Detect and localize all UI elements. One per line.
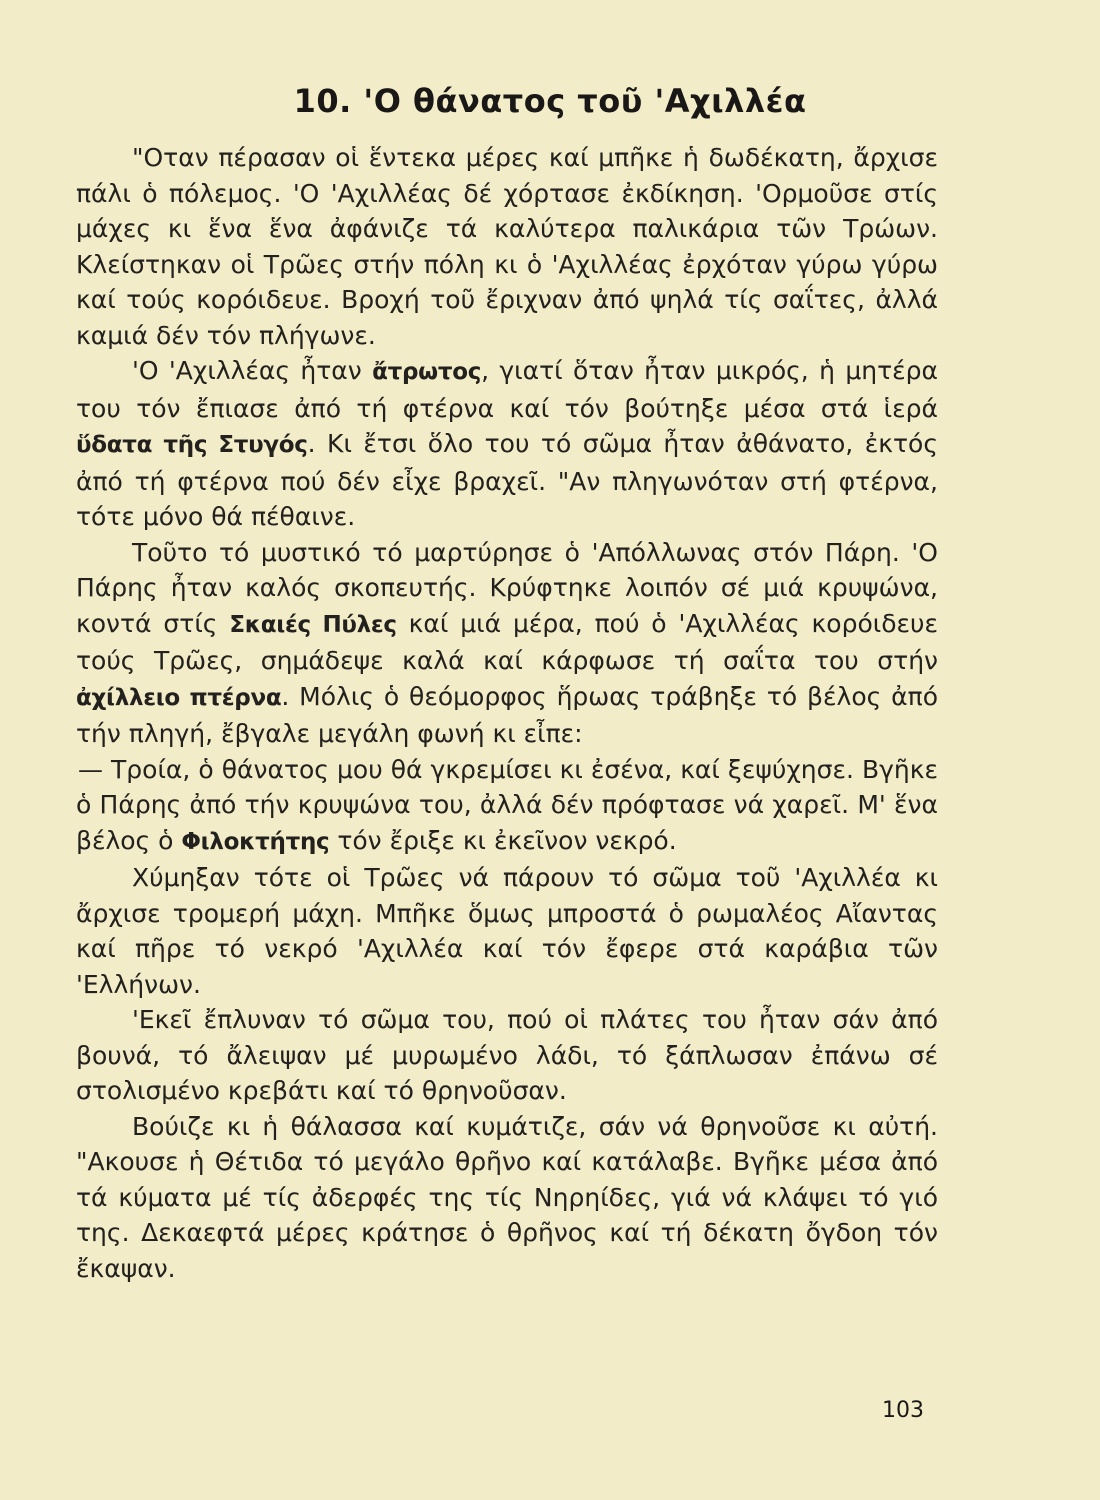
text-run: Τοῦτο τό μυστικό τό μαρτύρησε ὁ 'Απόλλωνας στόν Πάρη. 'Ο Πάρης ἦταν καλός σκοπευτής. Κρύφτηκε λοιπόν σέ μιά κρυψώνα, κοντά στίς bbox=[76, 537, 938, 638]
bold-term: ὕδατα τῆς Στυγός bbox=[76, 432, 308, 458]
text-run: , γιατί ὅταν ἦταν μικρός, ἡ μητέρα του τόν ἔπιασε ἀπό τή φτέρνα καί τόν βούτηξε μέσα στά ἱερά bbox=[76, 356, 938, 423]
text-run: καί μιά μέρα, πού ὁ 'Αχιλλέας κορόιδευε τούς Τρῶες, σημάδεψε καλά καί κάρφωσε τή σαΐτα του στήν bbox=[76, 608, 938, 675]
paragraph-p2 bbox=[76, 353, 938, 535]
paragraph-p5 bbox=[76, 860, 938, 1002]
paragraph-p4 bbox=[76, 752, 938, 861]
paragraph-p6 bbox=[76, 1002, 938, 1109]
page-number: 103 bbox=[882, 1398, 924, 1423]
text-run: . Κι ἔτσι ὅλο του τό σῶμα ἦταν ἀθάνατο, ἐκτός ἀπό τή φτέρνα πού δέν εἶχε βραχεῖ. "Αν πληγωνόταν στή φτέρνα, τότε μόνο θά πέθαινε. bbox=[76, 429, 938, 531]
text-run: τόν ἔριξε κι ἐκεῖνον νεκρό. bbox=[329, 825, 677, 855]
text-run: "Οταν πέρασαν οἱ ἕντεκα μέρες καί μπῆκε ἡ δωδέκατη, ἄρχισε πάλι ὁ πόλεμος. 'Ο 'Αχιλλέας δέ χόρτασε ἐκδίκηση. 'Ορμοῦσε στίς μάχες κι ἕνα ἕνα ἀφάνιζε τά καλύτερα παλικάρια τῶν Τρώων. Κλείστηκαν οἱ Τρῶες στήν πόλη κι ὁ 'Αχιλλέας ἐρχόταν γύρω γύρω καί τούς κορόιδευε. Βροχή τοῦ ἔριχναν ἀπό ψηλά τίς σαΐτες, ἀλλά καμιά δέν τόν πλήγωνε. bbox=[76, 143, 938, 350]
text-run: Χύμηξαν τότε οἱ Τρῶες νά πάρουν τό σῶμα τοῦ 'Αχιλλέα κι ἄρχισε τρομερή μάχη. Μπῆκε ὅμως μπροστά ὁ ρωμαλέος Αἴαντας καί πῆρε τό νεκρό 'Αχιλλέα καί τόν ἔφερε στά καράβια τῶν 'Ελλήνων. bbox=[76, 863, 938, 999]
text-run: Βούιζε κι ἡ θάλασσα καί κυμάτιζε, σάν νά θρηνοῦσε κι αὐτή. "Ακουσε ἡ Θέτιδα τό μεγάλο θρῆνο καί κατάλαβε. Βγῆκε μέσα ἀπό τά κύματα μέ τίς ἀδερφές της τίς Νηρηίδες, γιά νά κλάψει τό γιό της. Δεκαεφτά μέρες κράτησε ὁ θρῆνος καί τή δέκατη ὄγδοη τόν ἔκαψαν. bbox=[76, 1111, 938, 1283]
paragraph-p3 bbox=[76, 535, 938, 752]
text-run: 'Εκεῖ ἔπλυναν τό σῶμα του, πού οἱ πλάτες του ἦταν σάν ἀπό βουνά, τό ἄλειψαν μέ μυρωμένο λάδι, τό ξάπλωσαν ἐπάνω σέ στολισμένο κρεβάτι καί τό θρηνοῦσαν. bbox=[76, 1005, 938, 1105]
bold-term: Σκαιές Πύλες bbox=[229, 611, 397, 638]
paragraph-p7 bbox=[76, 1109, 938, 1287]
paragraph-p1 bbox=[76, 140, 938, 353]
text-run: — Τροία, ὁ θάνατος μου θά γκρεμίσει κι ἐσένα, καί ξεψύχησε. Βγῆκε ὁ Πάρης ἀπό τήν κρυψώνα του, ἀλλά δέν πρόφτασε νά χαρεῖ. Μ' ἕνα βέλος ὁ bbox=[76, 754, 938, 855]
text-run: . Μόλις ὁ θεόμορφος ἥρωας τράβηξε τό βέλος ἀπό τήν πληγή, ἔβγαλε μεγάλη φωνή κι εἶπε: bbox=[76, 681, 939, 748]
text-run: 'Ο 'Αχιλλέας ἦταν bbox=[132, 356, 373, 385]
bold-term: ἄτρωτος bbox=[372, 359, 482, 385]
chapter-title: 10. 'Ο θάνατος τοῦ 'Αχιλλέα bbox=[293, 82, 807, 120]
chapter-body bbox=[76, 140, 938, 1286]
bold-term: ἀχίλλειο πτέρνα bbox=[76, 684, 282, 711]
bold-term: Φιλοκτήτης bbox=[181, 828, 330, 855]
